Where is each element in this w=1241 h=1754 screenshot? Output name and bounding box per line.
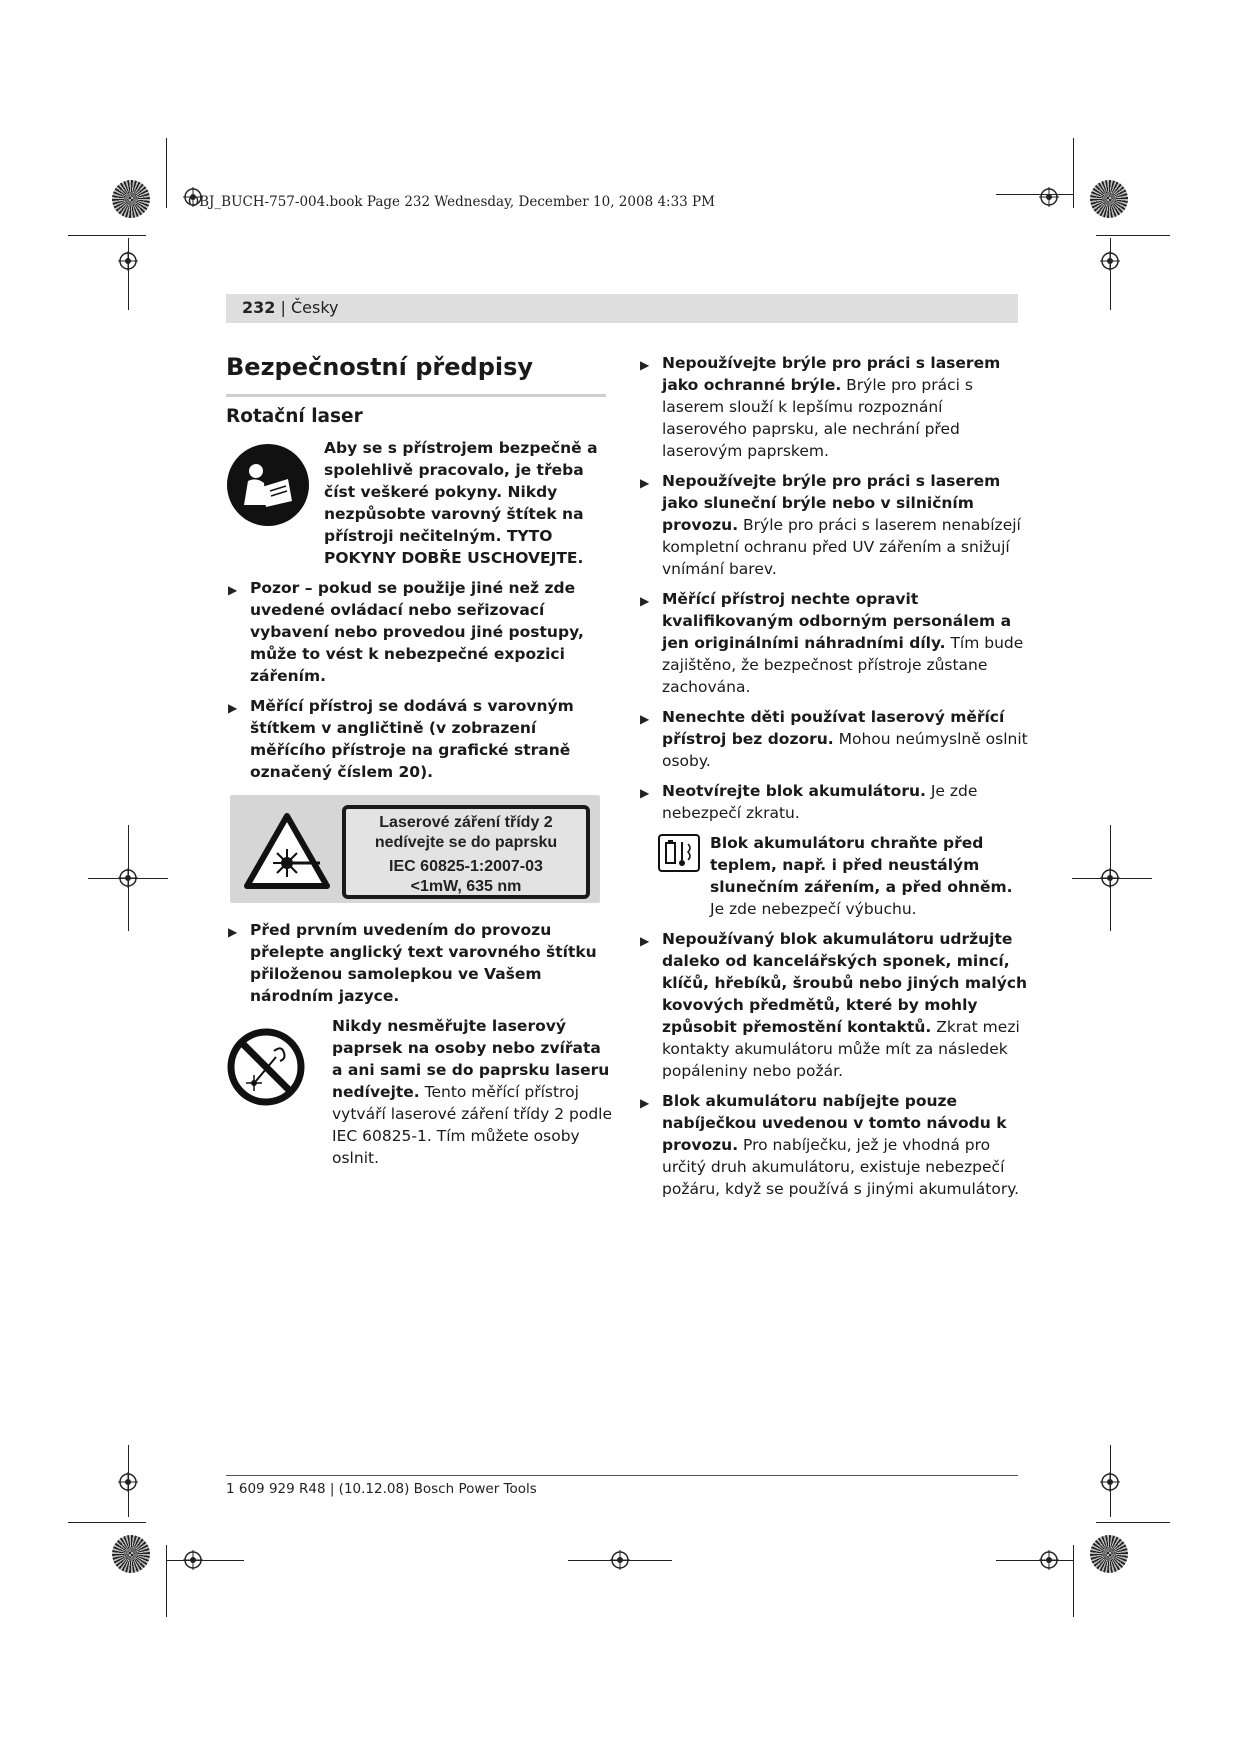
item-text: Brýle pro práci s laserem nenabízejí kompletní ochranu před UV zářením a snižují vnímání barev. [662, 516, 1021, 578]
book-file-info: OBJ_BUCH-757-004.book Page 232 Wednesday, December 10, 2008 4:33 PM [188, 194, 715, 210]
item-bold-text: Blok akumulátoru nabíjejte pouze nabíječkou uvedenou v tomto návodu k provozu. [662, 1092, 1007, 1154]
laser-warning-label [230, 795, 600, 903]
registration-mark [1039, 1550, 1059, 1570]
header-language: Česky [290, 298, 339, 317]
bullet-icon: ▶ [228, 925, 238, 939]
section-title: Bezpečnostní předpisy [226, 353, 534, 381]
laser-warning-icon [244, 813, 330, 889]
battery-heat-block [638, 832, 1028, 920]
left-column [226, 352, 616, 1177]
intro-text: Aby se s přístrojem bezpečně a spolehlivě pracovalo, je třeba číst veškeré pokyny. Nikdy nezpůsobte varovný štítek na přístroji nečitelným. TYTO POKYNY DOBŘE USCHOVEJTE. [324, 439, 598, 567]
list-item [638, 928, 1028, 1082]
item-bold-text: Nenechte děti používat laserový měřící přístroj bez dozoru. [662, 708, 1005, 748]
bullet-icon: ▶ [228, 701, 238, 715]
list-item [638, 470, 1028, 580]
subsection-title: Rotační laser [226, 406, 363, 427]
bullet-icon: ▶ [640, 712, 650, 726]
crop-line [166, 138, 167, 208]
battery-heat-bold-text: Blok akumulátoru chraňte před teplem, např. i před neustálým slunečním zářením, a před ohněm. [710, 834, 1013, 896]
registration-mark [1100, 1472, 1120, 1492]
warning-line-2: nedívejte se do paprsku [374, 834, 558, 851]
crop-line [1110, 238, 1111, 310]
item-text: Zkrat mezi kontakty akumulátoru může mít za následek popáleniny nebo požár. [662, 1018, 1020, 1080]
crop-line [996, 1560, 1074, 1561]
crop-line [68, 235, 146, 236]
item-text: Je zde nebezpečí zkratu. [662, 782, 978, 822]
registration-mark [610, 1550, 630, 1570]
no-look-text [332, 1015, 616, 1169]
registration-mark [183, 1550, 203, 1570]
page-header [226, 294, 1018, 323]
bullet-icon: ▶ [228, 583, 238, 597]
item-bold-text: Nepoužívejte brýle pro práci s laserem jako sluneční brýle nebo v silničním provozu. [662, 472, 1001, 534]
color-wheel-mark-top-left [112, 180, 150, 218]
header-separator: | [275, 298, 291, 317]
registration-mark [118, 251, 138, 271]
list-item [638, 352, 1028, 462]
registration-mark [1039, 187, 1059, 207]
item-bold-text: Před prvním uvedením do provozu přelepte anglický text varovného štítku přiloženou samolepkou ve Vašem národním jazyce. [250, 921, 597, 1005]
no-look-bold-text: Nikdy nesměřujte laserový paprsek na osoby nebo zvířata a ani sami se do paprsku laseru nedívejte. [332, 1017, 610, 1101]
footer-rule [226, 1475, 1018, 1476]
color-wheel-mark-bottom-right [1090, 1535, 1128, 1573]
list-item [226, 577, 616, 687]
registration-mark [118, 868, 138, 888]
page-number: 232 [242, 298, 276, 317]
right-items-list [638, 352, 1028, 824]
registration-mark [1100, 868, 1120, 888]
item-bold-text: Neotvírejte blok akumulátoru. [662, 782, 926, 800]
no-look-block [226, 1015, 616, 1169]
item-bold-text: Nepoužívejte brýle pro práci s laserem jako ochranné brýle. [662, 354, 1001, 394]
item-text: Brýle pro práci s laserem slouží k lepšímu rozpoznání laserového paprsku, ale nechrání před laserovým paprskem. [662, 376, 973, 460]
crop-line [68, 1522, 146, 1523]
registration-mark [118, 1472, 138, 1492]
crop-line [128, 238, 129, 310]
crop-line [996, 194, 1074, 195]
crop-line [1073, 138, 1074, 208]
list-item [638, 1090, 1028, 1200]
list-item [638, 706, 1028, 772]
section-rule [226, 394, 606, 397]
warning-line-4: <1mW, 635 nm [410, 878, 522, 895]
no-laser-eye-icon [226, 1027, 306, 1107]
bullet-icon: ▶ [640, 934, 650, 948]
warning-line-1: Laserové záření třídy 2 [379, 814, 553, 831]
laser-warning-text-box [342, 805, 590, 899]
bullet-icon: ▶ [640, 1096, 650, 1110]
crop-line [1096, 235, 1170, 236]
bullet-icon: ▶ [640, 594, 650, 608]
item-text: Tím bude zajištěno, že bezpečnost přístroje zůstane zachována. [662, 634, 1024, 696]
crop-line [1096, 1522, 1170, 1523]
read-manual-icon [226, 443, 310, 527]
intro-block [226, 437, 616, 569]
item-bold-text: Měřící přístroj se dodává s varovným štítkem v angličtině (v zobrazení měřícího přístroje na grafické straně označený číslem 20). [250, 697, 574, 781]
bullet-icon: ▶ [640, 476, 650, 490]
battery-heat-normal-text: Je zde nebezpečí výbuchu. [710, 900, 917, 918]
color-wheel-mark-top-right [1090, 180, 1128, 218]
item-bold-text: Nepoužívaný blok akumulátoru udržujte daleko od kancelářských sponek, mincí, klíčů, hřebíků, šroubů nebo jiných malých kovových předmětů, které by mohly způsobit přemostění kontaktů. [662, 930, 1028, 1036]
right-column [638, 352, 1028, 1208]
bullet-icon: ▶ [640, 786, 650, 800]
list-item [638, 780, 1028, 824]
list-item [226, 695, 616, 783]
crop-line [166, 1560, 244, 1561]
crop-line [1073, 1545, 1074, 1617]
item-bold-text: Pozor – pokud se použije jiné než zde uvedené ovládací nebo seřizovací vybavení nebo provedou jiné postupy, může to vést k nebezpečné expozici zářením. [250, 579, 584, 685]
item-text: Pro nabíječku, jež je vhodná pro určitý druh akumulátoru, existuje nebezpečí požáru, když se používá s jinými akumulátory. [662, 1136, 1020, 1198]
crop-line [166, 1545, 167, 1617]
page-footer: 1 609 929 R48 | (10.12.08) Bosch Power Tools [226, 1481, 537, 1497]
battery-heat-icon [658, 834, 700, 872]
warning-line-3: IEC 60825-1:2007-03 [389, 858, 543, 875]
right-items-list-2 [638, 928, 1028, 1200]
left-items-list [226, 577, 616, 783]
no-look-normal-text: Tento měřící přístroj vytváří laserové záření třídy 2 podle IEC 60825-1. Tím můžete osoby oslnit. [332, 1083, 613, 1167]
registration-mark [1100, 251, 1120, 271]
item-bold-text: Měřící přístroj nechte opravit kvalifikovaným odborným personálem a jen originálními náhradními díly. [662, 590, 1012, 652]
list-item [226, 919, 616, 1007]
list-item [638, 588, 1028, 698]
color-wheel-mark-bottom-left [112, 1535, 150, 1573]
bullet-icon: ▶ [640, 358, 650, 372]
battery-heat-text [710, 832, 1028, 920]
item-text: Mohou neúmyslně oslnit osoby. [662, 730, 1028, 770]
page-header-text [242, 298, 338, 317]
